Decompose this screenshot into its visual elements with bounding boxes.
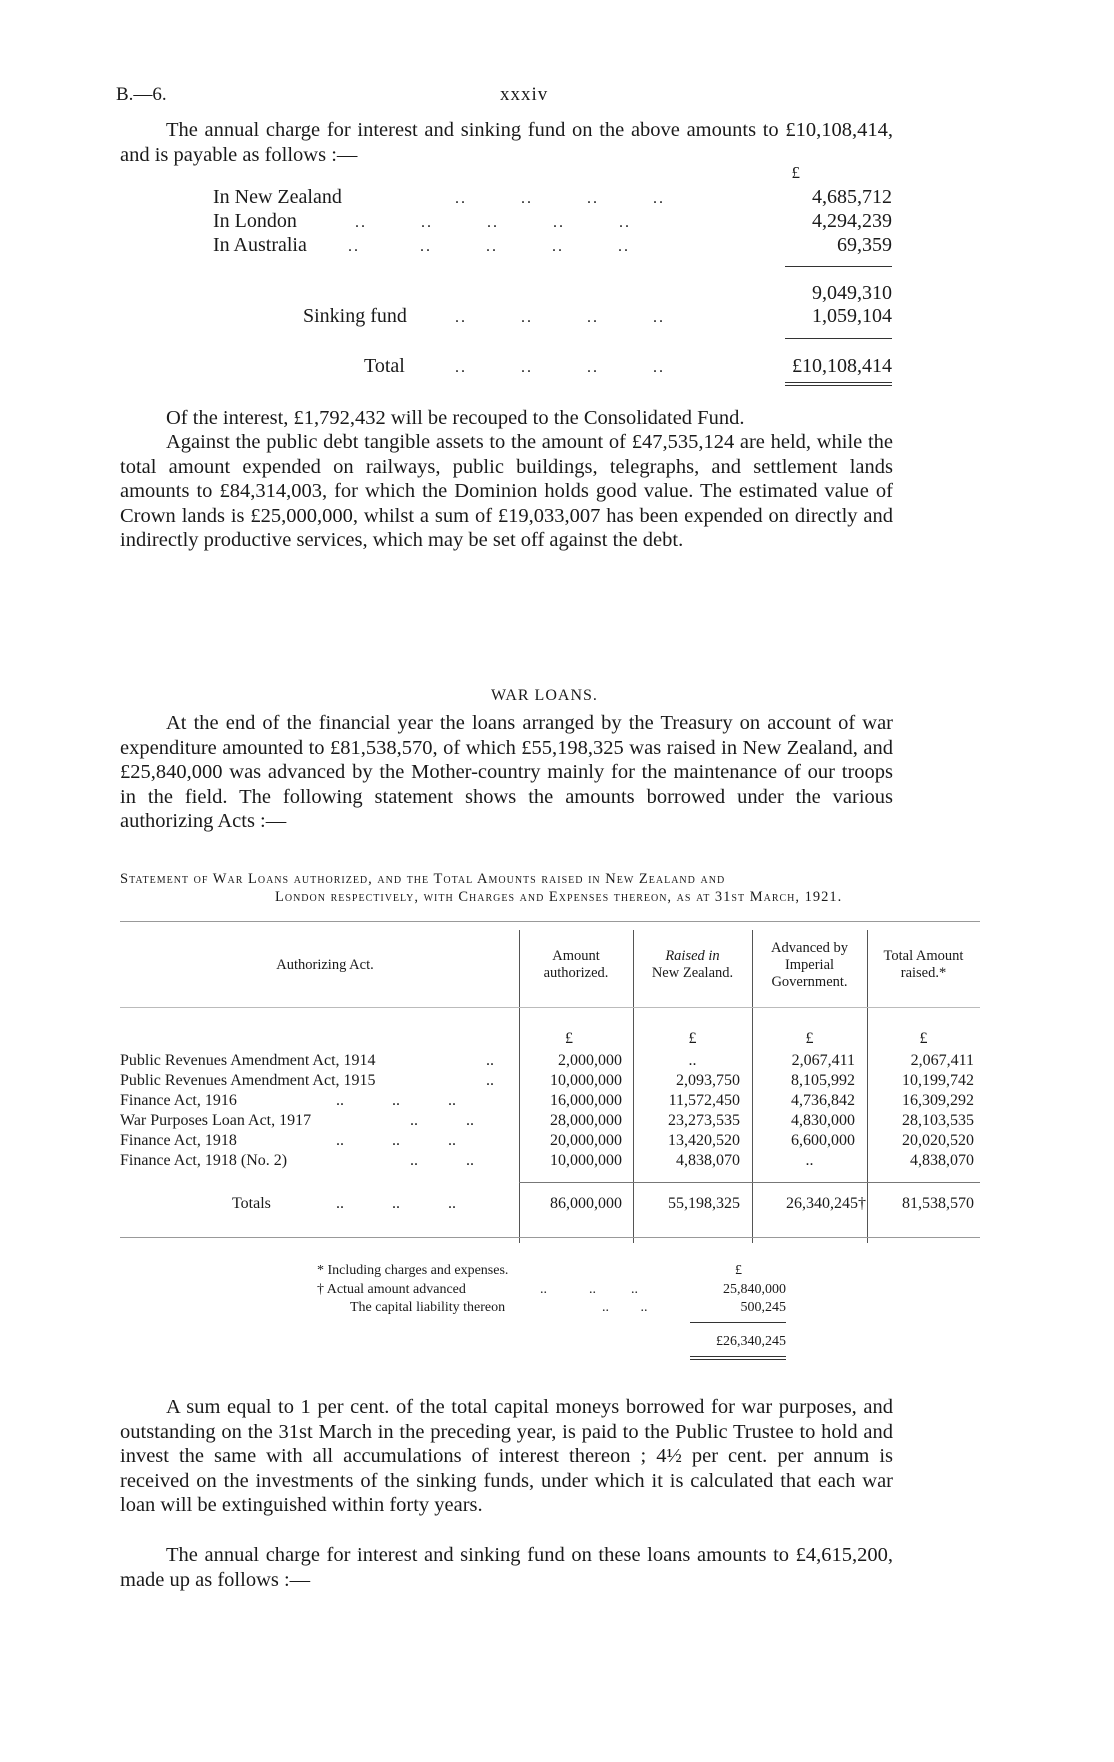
cell-nz: 11,572,450 — [668, 1092, 740, 1109]
total-label: Total — [364, 355, 405, 377]
currency-symbol: £ — [791, 163, 800, 182]
sinking-fund-value: 1,059,104 — [812, 305, 892, 327]
leader-dots: .. .. .. .. .. — [355, 214, 631, 231]
total-nz: 55,198,325 — [668, 1195, 740, 1212]
paragraph-war-loans: At the end of the financial year the loans arranged by the Treasury on account of war expenditure amounted to £81,538,570, of which £55,198,325 was raised in New Zealand, and £25,840,000 was advanced by the Mother-country mainly for the maintenance of our troops in the field. The following statement shows the amounts borrowed under the various authorizing Acts :— — [120, 712, 893, 832]
footnote-rule — [690, 1322, 786, 1323]
table-bottom-rule — [120, 1237, 980, 1238]
footnote-star: * Including charges and expenses. — [317, 1263, 509, 1278]
page-reference: B.—6. — [116, 84, 167, 105]
header-line: New Zealand. — [651, 965, 734, 981]
subtotal-value: 9,049,310 — [812, 282, 892, 304]
leader-dots: .. .. .. — [336, 1195, 456, 1212]
table-caption-line: Statement of War Loans authorized, and the Total Amounts raised in New Zealand and — [120, 871, 726, 887]
table-row-act: Public Revenues Amendment Act, 1914 — [120, 1052, 376, 1069]
paragraph-interest-recouped: Of the interest, £1,792,432 will be recouped to the Consolidated Fund. — [166, 407, 745, 429]
double-rule-bottom — [785, 385, 892, 386]
header-line: Advanced by — [771, 940, 848, 956]
cell-total: 20,020,520 — [902, 1132, 974, 1149]
footnote-dagger-value: 25,840,000 — [723, 1282, 786, 1297]
currency-symbol: £ — [735, 1263, 742, 1278]
double-rule-top — [785, 382, 892, 383]
cell-imperial: 6,600,000 — [791, 1132, 855, 1149]
header-line: Imperial — [784, 957, 835, 973]
subtotal-rule — [785, 266, 892, 267]
leader-dots: .. .. .. .. — [455, 190, 665, 207]
cell-authorized: 10,000,000 — [550, 1152, 622, 1169]
leader-dots: .. .. .. .. — [455, 309, 665, 326]
charge-value: 69,359 — [837, 234, 892, 256]
leader-dots: .. .. — [602, 1300, 648, 1315]
footnote-dagger-label: † Actual amount advanced — [317, 1282, 466, 1297]
header-advanced-imperial — [752, 940, 867, 991]
cell-authorized: 2,000,000 — [558, 1052, 622, 1069]
leader-dots: .. .. .. .. — [455, 359, 665, 376]
footnote-capital-label: The capital liability thereon — [350, 1300, 506, 1315]
cell-imperial: 8,105,992 — [791, 1072, 855, 1089]
cell-imperial: .. — [805, 1152, 814, 1169]
table-row-act: Public Revenues Amendment Act, 1915 — [120, 1072, 376, 1089]
currency-symbol: £ — [919, 1030, 928, 1047]
page-number: xxxiv — [500, 84, 549, 105]
total-rule — [785, 338, 892, 339]
section-heading: WAR LOANS. — [491, 687, 598, 704]
sinking-fund-label: Sinking fund — [303, 305, 407, 327]
total-authorized: 86,000,000 — [550, 1195, 622, 1212]
total-value: £10,108,414 — [792, 355, 892, 377]
cell-total: 4,838,070 — [910, 1152, 974, 1169]
cell-nz: .. — [688, 1052, 697, 1069]
header-total-raised — [867, 948, 980, 982]
paragraph-annual-charge: The annual charge for interest and sinking fund on the above amounts to £10,108,414, and is payable as follows :— — [120, 119, 893, 166]
cell-total: 16,309,292 — [902, 1092, 974, 1109]
leader-dots: .. — [486, 1052, 494, 1069]
table-row-act: War Purposes Loan Act, 1917 — [120, 1112, 312, 1129]
paragraph-annual-charge-war: The annual charge for interest and sinking fund on these loans amounts to £4,615,200, made up as follows :— — [120, 1544, 893, 1591]
table-caption-line: London respectively, with Charges and Expenses thereon, as at 31st March, 1921. — [275, 889, 843, 905]
header-line: authorized. — [543, 965, 609, 981]
leader-dots: .. .. .. — [336, 1092, 456, 1109]
totals-label: Totals — [232, 1195, 271, 1212]
paragraph-tangible-assets: Against the public debt tangible assets to the amount of £47,535,124 are held, while the total amount expended on railways, public buildings, telegraphs, and settlement lands amounts to £84,314,003, for which the Dominion holds good value. The estimated value of Crown lands is £25,000,000, whilst a sum of £19,033,007 has been expended on directly and indirectly productive services, which may be set off against the debt. — [120, 431, 893, 551]
total-raised: 81,538,570 — [902, 1195, 974, 1212]
header-raised-nz — [633, 948, 752, 982]
leader-dots: .. .. .. — [540, 1282, 638, 1297]
leader-dots: .. .. — [410, 1112, 474, 1129]
table-top-rule — [120, 921, 980, 922]
cell-imperial: 2,067,411 — [791, 1052, 855, 1069]
cell-authorized: 16,000,000 — [550, 1092, 622, 1109]
table-row-act: Finance Act, 1918 — [120, 1132, 237, 1149]
table-header-rule — [120, 1007, 980, 1008]
cell-nz: 13,420,520 — [668, 1132, 740, 1149]
paragraph-sinking-fund: A sum equal to 1 per cent. of the total capital moneys borrowed for war purposes, and outstanding on the 31st March in the preceding year, is paid to the Public Trustee to hold and invest the same with all accumulations of interest thereon ; 4½ per cent. per annum is received on the investments of the sinking funds, under which it is calculated that each war loan will be extinguished within forty years. — [120, 1396, 893, 1516]
cell-nz: 2,093,750 — [676, 1072, 740, 1089]
totals-rule — [519, 1182, 980, 1183]
cell-nz: 4,838,070 — [676, 1152, 740, 1169]
footnote-capital-value: 500,245 — [740, 1300, 786, 1315]
total-imperial: 26,340,245† — [786, 1195, 866, 1212]
cell-authorized: 28,000,000 — [550, 1112, 622, 1129]
cell-nz: 23,273,535 — [668, 1112, 740, 1129]
leader-dots: .. .. .. — [336, 1132, 456, 1149]
charge-value: 4,294,239 — [812, 210, 892, 232]
currency-symbol: £ — [688, 1030, 697, 1047]
currency-symbol: £ — [805, 1030, 814, 1047]
charge-value: 4,685,712 — [812, 186, 892, 208]
header-amount-authorized — [519, 948, 633, 982]
charge-label: In Australia — [213, 234, 307, 256]
leader-dots: .. .. — [410, 1152, 474, 1169]
table-row-act: Finance Act, 1916 — [120, 1092, 237, 1109]
leader-dots: .. .. .. .. .. — [348, 238, 630, 255]
cell-authorized: 20,000,000 — [550, 1132, 622, 1149]
leader-dots: .. — [486, 1072, 494, 1089]
cell-authorized: 10,000,000 — [550, 1072, 622, 1089]
footnote-sum: £26,340,245 — [716, 1334, 786, 1349]
header-line: Amount — [552, 948, 600, 964]
cell-total: 28,103,535 — [902, 1112, 974, 1129]
cell-imperial: 4,736,842 — [791, 1092, 855, 1109]
charge-label: In London — [213, 210, 297, 232]
header-line: Raised in — [665, 948, 720, 964]
double-rule-top — [690, 1356, 786, 1357]
header-line: raised.* — [900, 965, 947, 981]
header-line: Government. — [771, 974, 848, 990]
charge-label: In New Zealand — [213, 186, 342, 208]
double-rule-bottom — [690, 1359, 786, 1360]
cell-total: 2,067,411 — [910, 1052, 974, 1069]
table-row-act: Finance Act, 1918 (No. 2) — [120, 1152, 288, 1169]
currency-symbol: £ — [565, 1030, 573, 1047]
cell-total: 10,199,742 — [902, 1072, 974, 1089]
header-line: Total Amount — [883, 948, 964, 964]
header-authorizing-act: Authorizing Act. — [276, 957, 374, 973]
cell-imperial: 4,830,000 — [791, 1112, 855, 1129]
